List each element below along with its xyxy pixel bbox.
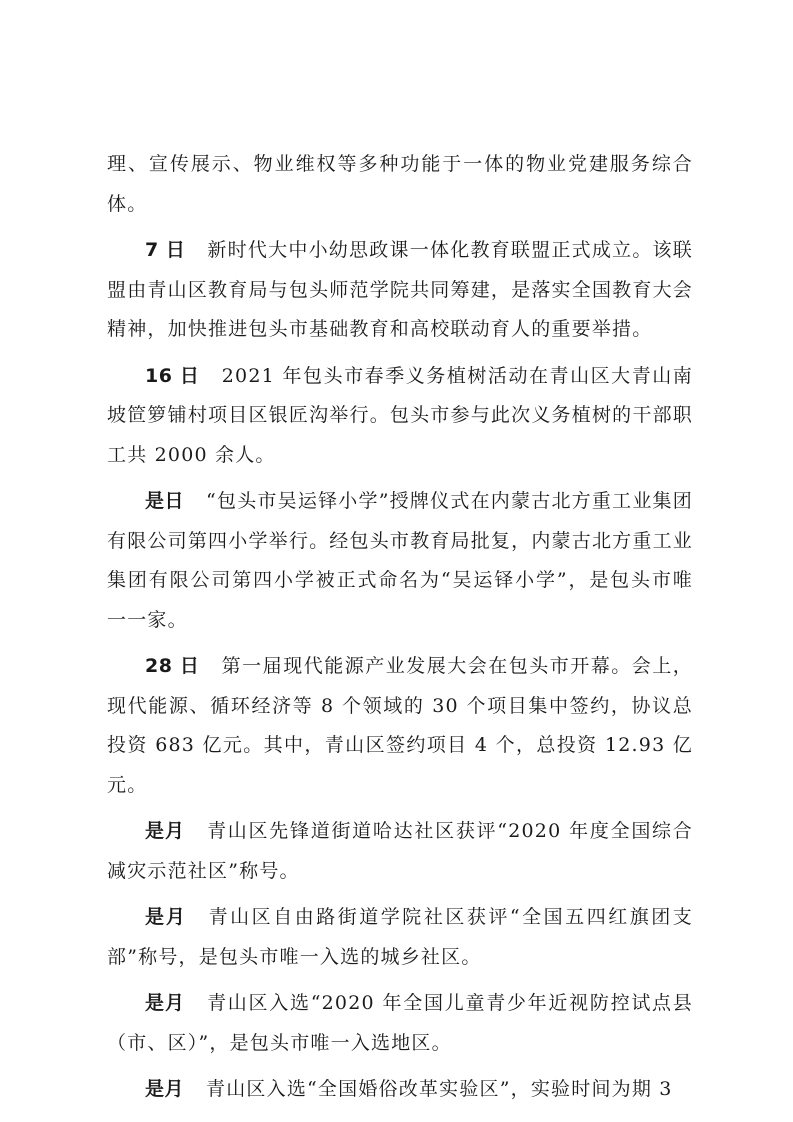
entry-date: 28 日	[145, 655, 200, 677]
entry-date: 16 日	[145, 364, 200, 387]
entry-paragraph	[107, 357, 693, 476]
entry-text: 青山区入选“2020 年全国儿童青少年近视防控试点县（市、区）”，是包头市唯一入选地区。	[107, 992, 693, 1054]
entry-text: 新时代大中小幼思政课一体化教育联盟正式成立。该联盟由青山区教育局与包头师范学院共同筹建，是落实全国教育大会精神，加快推进包头市基础教育和高校联动育人的重要举措。	[107, 239, 693, 340]
entry-text: 青山区入选“全国婚俗改革实验区”，实验时间为期 3	[206, 1078, 673, 1100]
paragraph-text: 理、宣传展示、物业维权等多种功能于一体的物业党建服务综合体。	[107, 153, 693, 215]
entry-paragraph	[107, 647, 693, 805]
entry-text: 青山区先锋道街道哈达社区获评“2020 年度全国综合减灾示范社区”称号。	[107, 820, 693, 882]
entry-paragraph	[107, 984, 693, 1063]
entry-date: 是月	[145, 992, 186, 1014]
entry-text: 青山区自由路街道学院社区获评“全国五四红旗团支部”称号，是包头市唯一入选的城乡社区。	[107, 906, 693, 968]
entry-date: 7 日	[145, 239, 186, 261]
document-page	[107, 145, 693, 1117]
entry-date: 是月	[145, 906, 187, 928]
entry-date: 是月	[145, 820, 186, 842]
entry-paragraph	[107, 1070, 693, 1110]
entry-paragraph	[107, 812, 693, 891]
entry-date: 是日	[145, 490, 185, 512]
entry-paragraph	[107, 231, 693, 350]
entry-text: 第一届现代能源产业发展大会在包头市开幕。会上，现代能源、循环经济等 8 个领域的 30 个项目集中签约，协议总投资 683 亿元。其中，青山区签约项目 4 个，总投资 12.93 亿元。	[107, 655, 693, 796]
entry-paragraph	[107, 482, 693, 640]
entry-text: “包头市吴运铎小学”授牌仪式在内蒙古北方重工业集团有限公司第四小学举行。经包头市教育局批复，内蒙古北方重工业集团有限公司第四小学被正式命名为“吴运铎小学”，是包头市唯一一家。	[107, 490, 693, 631]
entry-text: 2021 年包头市春季义务植树活动在青山区大青山南坡笸箩铺村项目区银匠沟举行。包头市参与此次义务植树的干部职工共 2000 余人。	[107, 364, 693, 466]
entry-paragraph	[107, 898, 693, 977]
entry-date: 是月	[145, 1078, 185, 1100]
paragraph-continuation	[107, 145, 693, 224]
